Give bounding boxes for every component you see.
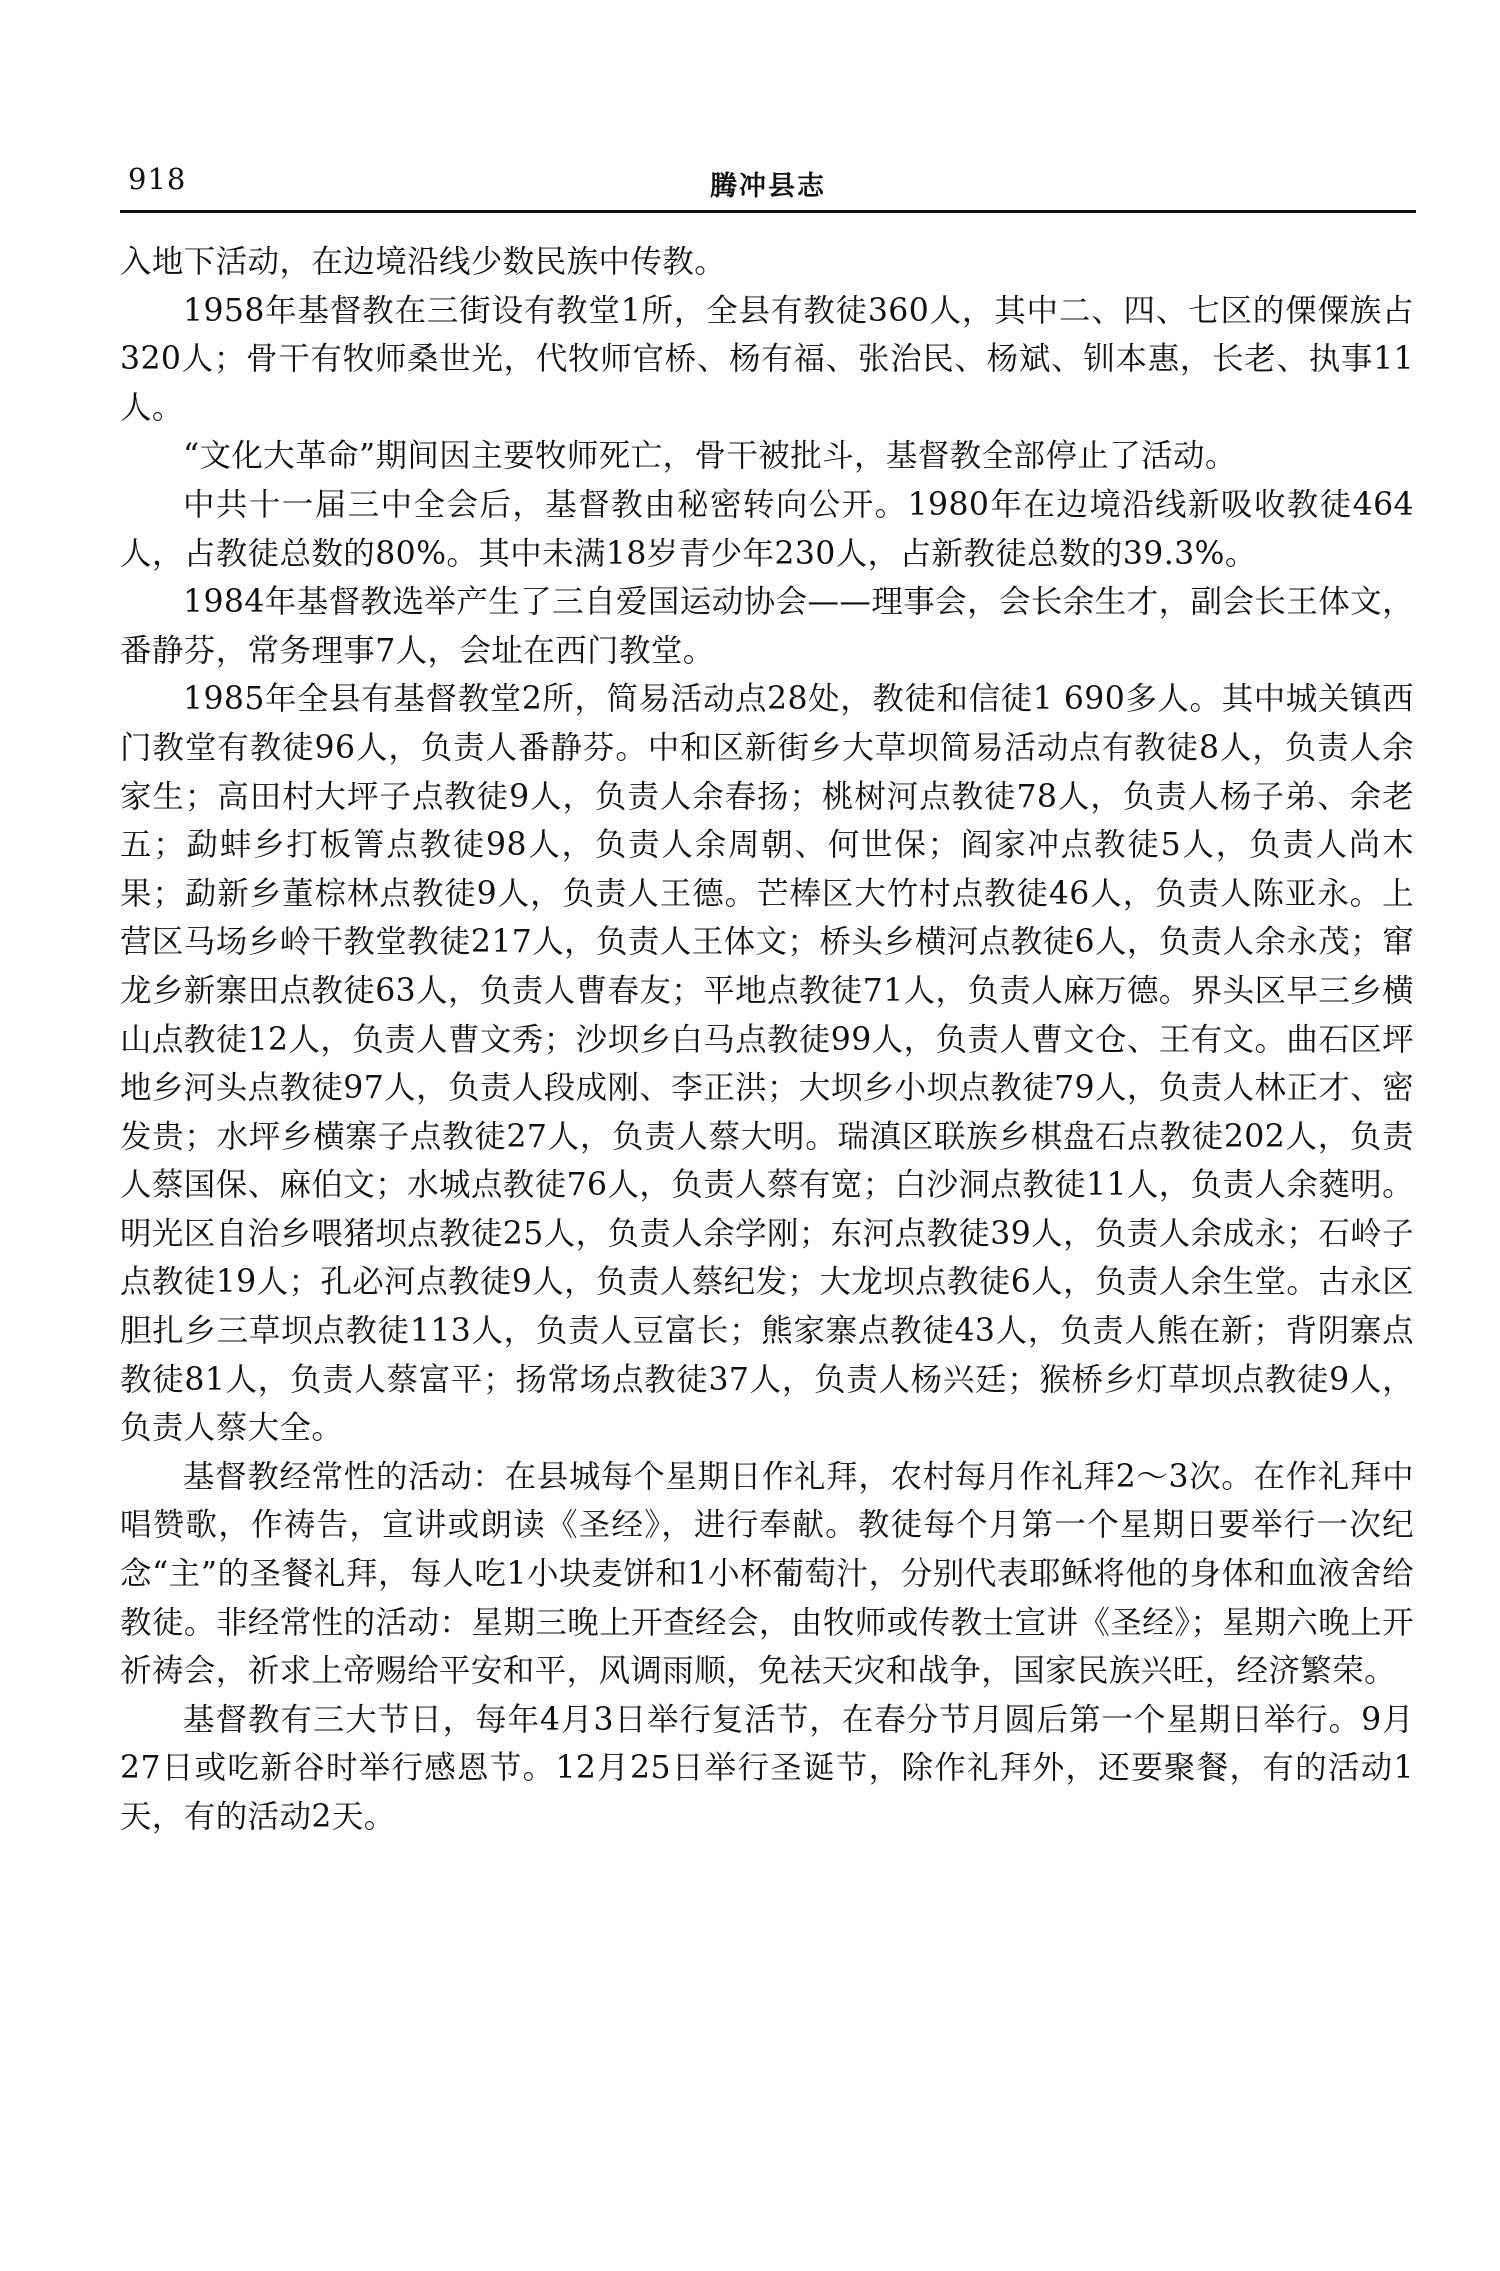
header-rule	[120, 210, 1416, 213]
paragraph-1984-association: 1984年基督教选举产生了三自爱国运动协会——理事会，会长余生才，副会长王体文，番静芬，常务理事7人，会址在西门教堂。	[120, 584, 1414, 669]
paragraph-cultural-revolution: “文化大革命”期间因主要牧师死亡，骨干被批斗，基督教全部停止了活动。	[183, 438, 1237, 475]
paragraph-continuation: 入地下活动，在边境沿线少数民族中传教。	[120, 244, 727, 280]
page-header	[120, 158, 1410, 210]
page-number: 918	[128, 162, 187, 196]
paragraph-1958-church: 1958年基督教在三街设有教堂1所，全县有教徒360人，其中二、四、七区的傈僳族占320人；骨干有牧师桑世光，代牧师官桥、杨有福、张治民、杨斌、钏本惠，长老、执事11人。	[120, 292, 1414, 426]
paragraph-regular-activities: 基督教经常性的活动：在县城每个星期日作礼拜，农村每月作礼拜2～3次。在作礼拜中唱赞歌，作祷告，宣讲或朗读《圣经》，进行奉献。教徒每个月第一个星期日要举行一次纪念“主”的圣餐礼拜，每人吃1小块麦饼和1小杯葡萄汁，分别代表耶稣将他的身体和血液舍给教徒。非经常性的活动：星期三晚上开查经会，由牧师或传教士宣讲《圣经》；星期六晚上开祈祷会，祈求上帝赐给平安和平，风调雨顺，免祛天灾和战争，国家民族兴旺，经济繁荣。	[120, 1458, 1414, 1690]
paragraph-festivals: 基督教有三大节日，每年4月3日举行复活节，在春分节月圆后第一个星期日举行。9月27日或吃新谷时举行感恩节。12月25日举行圣诞节，除作礼拜外，还要聚餐，有的活动1天，有的活动2天。	[120, 1701, 1414, 1835]
body-text	[120, 238, 1414, 1842]
paragraph-third-plenum: 中共十一届三中全会后，基督教由秘密转向公开。1980年在边境沿线新吸收教徒464人，占教徒总数的80%。其中未满18岁青少年230人，占新教徒总数的39.3%。	[120, 486, 1414, 572]
running-title: 腾冲县志	[710, 171, 826, 202]
paragraph-1985-churches: 1985年全县有基督教堂2所，简易活动点28处，教徒和信徒1 690多人。其中城关镇西门教堂有教徒96人，负责人番静芬。中和区新街乡大草坝简易活动点有教徒8人，负责人余家生；高田村大坪子点教徒9人，负责人余春扬；桃树河点教徒78人，负责人杨子弟、余老五；勐蚌乡打板箐点教徒98人，负责人余周朝、何世保；阎家冲点教徒5人，负责人尚木果；勐新乡董棕林点教徒9人，负责人王德。芒棒区大竹村点教徒46人，负责人陈亚永。上营区马场乡岭干教堂教徒217人，负责人王体文；桥头乡横河点教徒6人，负责人余永茂；窜龙乡新寨田点教徒63人，负责人曹春友；平地点教徒71人，负责人麻万德。界头区早三乡横山点教徒12人，负责人曹文秀；沙坝乡白马点教徒99人，负责人曹文仓、王有文。曲石区坪地乡河头点教徒97人，负责人段成刚、李正洪；大坝乡小坝点教徒79人，负责人林正才、密发贵；水坪乡横寨子点教徒27人，负责人蔡大明。瑞滇区联族乡棋盘石点教徒202人，负责人蔡国保、麻伯文；水城点教徒76人，负责人蔡有宽；白沙洞点教徒11人，负责人余蕤明。明光区自治乡喂猪坝点教徒25人，负责人余学刚；东河点教徒39人，负责人余成永；石岭子点教徒19人；孔必河点教徒9人，负责人蔡纪发；大龙坝点教徒6人，负责人余生堂。古永区胆扎乡三草坝点教徒113人，负责人豆富长；熊家寨点教徒43人，负责人熊在新；背阴寨点教徒81人，负责人蔡富平；扬常场点教徒37人，负责人杨兴廷；猴桥乡灯草坝点教徒9人，负责人蔡大全。	[120, 681, 1415, 1447]
